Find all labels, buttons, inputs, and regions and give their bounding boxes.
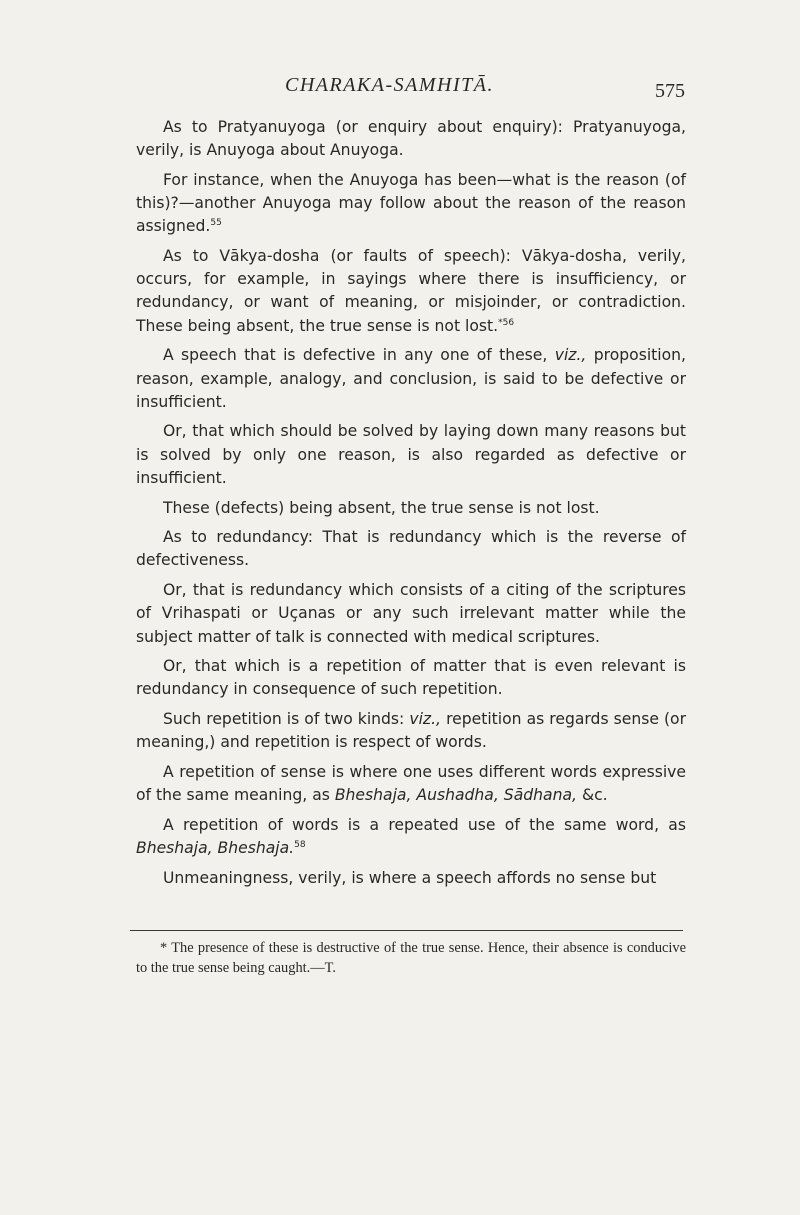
paragraph: As to Pratyanuyoga (or enquiry about enquiry): Pratyanuyoga, verily, is Anuyoga about Anuyoga. <box>136 118 686 160</box>
paragraph: Or, that which should be solved by laying down many reasons but is solved by only one reason, is also regarded as defective or insufficient. <box>136 422 686 487</box>
footnote <box>136 938 686 978</box>
running-title: CHARAKA-SAMHITĀ. <box>285 74 494 96</box>
paragraph: As to redundancy: That is redundancy which is the reverse of defectiveness. <box>136 528 686 570</box>
footnote-divider <box>130 930 683 931</box>
main-text <box>136 116 686 897</box>
reference-mark: 58 <box>294 840 306 851</box>
paragraph: Unmeaningness, verily, is where a speech affords no sense but <box>163 868 657 887</box>
paragraph: For instance, when the Anuyoga has been—what is the reason (of this)?—another Anuyoga may follow about the reason of the reason assigned.$^{55}$ <box>136 170 686 236</box>
paragraph: As to Vākya-dosha (or faults of speech): Vākya-dosha, verily, occurs, for example, in sayings where there is insufficiency, or redundancy, or want of meaning, or misjoinder, or contradiction. These being absent, the true sense is not lost.$^{*56}$ <box>136 247 686 335</box>
paragraph: A repetition of words is a repeated use of the same word, as Bheshaja, Bheshaja.$^{58}$ <box>136 815 686 858</box>
footnote-text: * The presence of these is destructive of the true sense. Hence, their absence is conducive to the true sense being caught.—T. <box>136 940 686 976</box>
reference-mark: *56 <box>498 317 515 328</box>
page-header <box>0 74 800 104</box>
paragraph: Such repetition is of two kinds: viz., repetition as regards sense (or meaning,) and repetition is respect of words. <box>136 710 686 752</box>
paragraph: A speech that is defective in any one of these, viz., proposition, reason, example, analogy, and conclusion, is said to be defective or insufficient. <box>136 346 686 411</box>
page-number: 575 <box>655 80 685 102</box>
paragraph: A repetition of sense is where one uses different words expressive of the same meaning, as Bheshaja, Aushadha, Sādhana, &c. <box>136 763 686 805</box>
paragraph: These (defects) being absent, the true sense is not lost. <box>163 498 600 517</box>
paragraph: Or, that is redundancy which consists of a citing of the scriptures of Vrihaspati or Uçanas or any such irrelevant matter while the subject matter of talk is connected with medical scriptures. <box>136 581 686 646</box>
paragraph: Or, that which is a repetition of matter that is even relevant is redundancy in consequence of such repetition. <box>136 657 686 699</box>
reference-mark: 55 <box>210 218 222 229</box>
